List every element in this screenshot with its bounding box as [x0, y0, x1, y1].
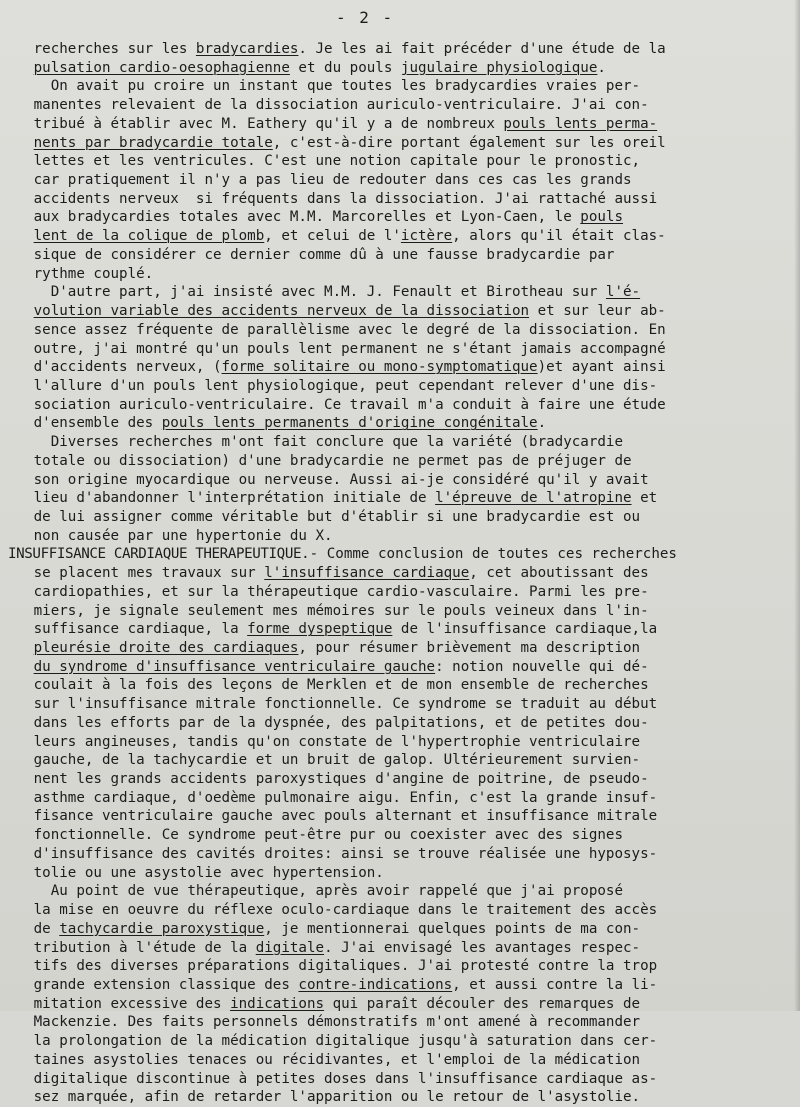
text-segment: , cet aboutissant des [469, 565, 649, 582]
text-line [8, 321, 792, 340]
text-line [8, 564, 792, 583]
text-segment: leurs angineuses, tandis qu'on constate de l'hypertrophie ventriculaire [8, 733, 641, 750]
text-line [8, 59, 792, 78]
text-line [8, 527, 792, 546]
text-line [8, 714, 792, 733]
text-segment: taines asystolies tenaces ou récidivantes, et l'emploi de la médication [8, 1051, 641, 1068]
text-segment: aux bradycardies totales avec M.M. Marcorelles et Lyon-Caen, le [8, 209, 581, 226]
section-heading: INSUFFISANCE CARDIAQUE THERAPEUTIQUE [8, 546, 302, 563]
text-line [8, 939, 792, 958]
text-line [8, 826, 792, 845]
text-line [8, 96, 792, 115]
text-line [8, 471, 792, 490]
text-line [8, 152, 792, 171]
text-line [8, 377, 792, 396]
text-segment: sur l'insuffisance mitrale fonctionnelle. Ce syndrome se traduit au début [8, 696, 658, 713]
text-line [8, 995, 792, 1014]
text-segment [8, 60, 34, 76]
text-line [8, 545, 792, 564]
underlined-term: forme dyspeptique [247, 621, 393, 638]
text-line [8, 40, 792, 59]
text-line [8, 171, 792, 190]
document-body [8, 40, 792, 1107]
underlined-term: indications [230, 995, 325, 1012]
text-line [8, 340, 792, 359]
text-line [8, 695, 792, 714]
text-line [8, 602, 792, 621]
text-line [8, 901, 792, 920]
text-segment: D'autre part, j'ai insisté avec M.M. J. Fenault et Birotheau sur [8, 284, 606, 301]
text-segment: grande extension classique des [8, 976, 299, 993]
text-segment: car pratiquement il n'y a pas lieu de redouter dans ces cas les grands [8, 172, 632, 189]
text-segment: la mise en oeuvre du réflexe oculo-cardiaque dans le traitement des accès [8, 902, 658, 919]
text-segment: gauche, de la tachycardie et un bruit de galop. Ultérieurement survien- [8, 752, 641, 769]
text-line [8, 1051, 792, 1070]
text-segment: de lui assigner comme véritable but d'établir si une bradycardie est ou [8, 508, 641, 525]
text-line [8, 452, 792, 471]
text-line [8, 433, 792, 452]
text-segment: rythme couplé. [8, 265, 154, 282]
underlined-term: pouls [580, 209, 624, 226]
underlined-term: digitale [255, 939, 325, 956]
text-line [8, 414, 792, 433]
text-segment: , et aussi contre la li- [452, 976, 658, 993]
text-line [8, 1070, 792, 1089]
text-segment: nent les grands accidents paroxystiques d'angine de poitrine, de pseudo- [8, 771, 649, 788]
text-segment: d'ensemble des [8, 415, 162, 432]
underlined-term: du syndrome d'insuffisance ventriculaire gauche [33, 658, 436, 675]
text-segment: fisance ventriculaire gauche avec pouls alternant et insuffisance mitrale [8, 808, 658, 825]
underlined-term: ictère [400, 228, 453, 245]
underlined-term: jugulaire physiologique [400, 59, 598, 76]
text-segment: sence assez fréquente de parallèlisme avec le degré de la dissociation. En [8, 321, 666, 338]
text-line [8, 265, 792, 284]
text-segment: fonctionnelle. Ce syndrome peut-être pur ou coexister avec des signes [8, 827, 623, 844]
underlined-term: bradycardies [195, 41, 299, 57]
underlined-term: pulsation cardio-oesophagienne [33, 59, 290, 76]
text-segment: miers, je signale seulement mes mémoires sur le pouls veineux dans l'in- [8, 602, 649, 619]
text-segment: totale ou dissociation) d'une bradycardie ne permet pas de préjuger de [8, 452, 632, 469]
text-segment: )et ayant ainsi [537, 359, 666, 376]
text-segment: tifs des diverses préparations digitaliques. J'ai protesté contre la trop [8, 958, 658, 975]
text-segment: se placent mes travaux sur [8, 565, 265, 582]
underlined-term: contre-indications [298, 976, 453, 993]
underlined-term: forme solitaire ou mono-symptomatique [221, 359, 538, 376]
text-segment: coulait à la fois des leçons de Merklen et de mon ensemble de recherches [8, 677, 649, 694]
text-segment: non causée par une hypertonie du X. [8, 527, 333, 544]
text-line [8, 489, 792, 508]
underlined-term: l'insuffisance cardiaque [264, 565, 470, 582]
underlined-term: l'épreuve de l'atropine [435, 490, 632, 507]
text-segment: cardiopathies, et sur la thérapeutique cardio-vasculaire. Parmi les pre- [8, 583, 649, 600]
text-line [8, 77, 792, 96]
text-segment: sez marquée, afin de retarder l'apparition ou le retour de l'asystolie. [8, 1089, 641, 1106]
text-line [8, 751, 792, 770]
text-segment: . J'ai envisagé les avantages respec- [324, 939, 641, 956]
text-segment: son origine myocardique ou nerveuse. Aussi ai-je considéré qu'il y avait [8, 471, 649, 488]
text-line [8, 957, 792, 976]
text-segment: mitation excessive des [8, 995, 231, 1012]
text-segment: Diverses recherches m'ont fait conclure que la variété (bradycardie [8, 434, 623, 451]
underlined-term: pouls lents perma- [503, 115, 658, 132]
underlined-term: pouls lents permanents d'origine congénitale [161, 415, 538, 432]
text-line [8, 1032, 792, 1051]
text-line [8, 658, 792, 677]
page-number: - 2 - [336, 8, 395, 27]
text-line [8, 976, 792, 995]
text-line [8, 789, 792, 808]
underlined-term: l'é- [605, 284, 641, 301]
text-segment: qui paraît découler des remarques de [324, 995, 641, 1012]
text-segment: de [8, 920, 60, 937]
text-segment: asthme cardiaque, d'oedème pulmonaire aigu. Enfin, c'est la grande insuf- [8, 789, 658, 806]
text-segment [8, 659, 34, 675]
text-line [8, 246, 792, 265]
text-segment: dans les efforts par de la dyspnée, des palpitations, et de petites dou- [8, 714, 649, 731]
text-segment: accidents nerveux si fréquents dans la dissociation. J'ai rattaché aussi [8, 190, 658, 207]
text-segment [8, 135, 34, 151]
text-line [8, 302, 792, 321]
text-line [8, 358, 792, 377]
text-segment: l'allure d'un pouls lent physiologique, peut cependant relever d'une dis- [8, 377, 658, 394]
text-line [8, 583, 792, 602]
text-line [8, 190, 792, 209]
text-segment: et [631, 490, 658, 507]
text-line [8, 882, 792, 901]
text-line [8, 1013, 792, 1032]
text-line [8, 639, 792, 658]
text-segment: , alors qu'il était clas- [452, 228, 666, 245]
text-segment [8, 228, 34, 244]
text-segment: sique de considérer ce dernier comme dû à une fausse bradycardie par [8, 246, 615, 263]
text-line [8, 115, 792, 134]
text-line [8, 807, 792, 826]
text-segment: de l'insuffisance cardiaque,la [392, 621, 658, 638]
text-segment: . [597, 59, 606, 76]
text-segment: tribution à l'étude de la [8, 939, 256, 956]
text-segment: Mackenzie. Des faits personnels démonstratifs m'ont amené à recommander [8, 1014, 641, 1031]
text-segment: Au point de vue thérapeutique, après avoir rappelé que j'ai proposé [8, 883, 623, 900]
text-segment: , je mentionnerai quelques points de ma con- [264, 920, 641, 937]
underlined-term: lent de la colique de plomb [33, 228, 265, 245]
text-segment: , pour résumer brièvement ma description [298, 640, 641, 656]
text-line [8, 396, 792, 415]
text-segment: . [537, 415, 547, 432]
text-line [8, 770, 792, 789]
text-segment: manentes relevaient de la dissociation auriculo-ventriculaire. J'ai con- [8, 97, 649, 114]
text-segment: lieu d'abandonner l'interprétation initiale de [8, 490, 436, 507]
underlined-term: tachycardie paroxystique [59, 920, 265, 937]
text-segment: la prolongation de la médication digitalique jusqu'à saturation dans cer- [8, 1033, 658, 1050]
text-line [8, 134, 792, 153]
underlined-term: volution variable des accidents nerveux de la dissociation [33, 303, 530, 320]
text-line [8, 283, 792, 302]
text-segment: tolie ou une asystolie avec hypertension. [8, 864, 384, 881]
text-segment: d'accidents nerveux, ( [8, 359, 222, 376]
text-segment: lettes et les ventricules. C'est une notion capitale pour le pronostic, [8, 153, 641, 170]
text-segment: et du pouls [289, 59, 401, 76]
text-line [8, 733, 792, 752]
text-line [8, 208, 792, 227]
text-segment: , c'est-à-dire portant également sur les oreil [272, 134, 666, 151]
underlined-term: nents par bradycardie totale [33, 134, 273, 151]
text-segment: .- Comme conclusion de toutes ces recherches [301, 546, 677, 563]
text-segment: sociation auriculo-ventriculaire. Ce travail m'a conduit à faire une étude [8, 396, 666, 413]
text-line [8, 864, 792, 883]
text-segment: tribué à établir avec M. Eathery qu'il y a de nombreux [8, 115, 504, 132]
text-line [8, 676, 792, 695]
text-line [8, 227, 792, 246]
text-segment: , et celui de l' [264, 228, 401, 245]
text-segment: . Je les ai fait précéder d'une étude de la [298, 41, 666, 57]
text-line [8, 920, 792, 939]
text-segment: d'insuffisance des cavités droites: ainsi se trouve réalisée une hyposys- [8, 845, 658, 862]
text-line [8, 620, 792, 639]
text-segment: suffisance cardiaque, la [8, 621, 248, 638]
text-segment: digitalique discontinue à petites doses dans l'insuffisance cardiaque as- [8, 1070, 658, 1087]
text-segment: recherches sur les [8, 41, 196, 57]
text-segment: outre, j'ai montré qu'un pouls lent permanent ne s'étant jamais accompagné [8, 340, 666, 357]
text-segment: et sur leur ab- [529, 303, 666, 320]
underlined-term: pleurésie droite des cardiaques [33, 640, 299, 656]
text-segment [8, 640, 34, 656]
text-segment: On avait pu croire un instant que toutes les bradycardies vraies per- [8, 78, 641, 95]
text-line [8, 508, 792, 527]
text-segment [8, 303, 34, 319]
text-segment: : notion nouvelle qui dé- [435, 658, 649, 675]
text-line [8, 845, 792, 864]
text-line [8, 1088, 792, 1107]
